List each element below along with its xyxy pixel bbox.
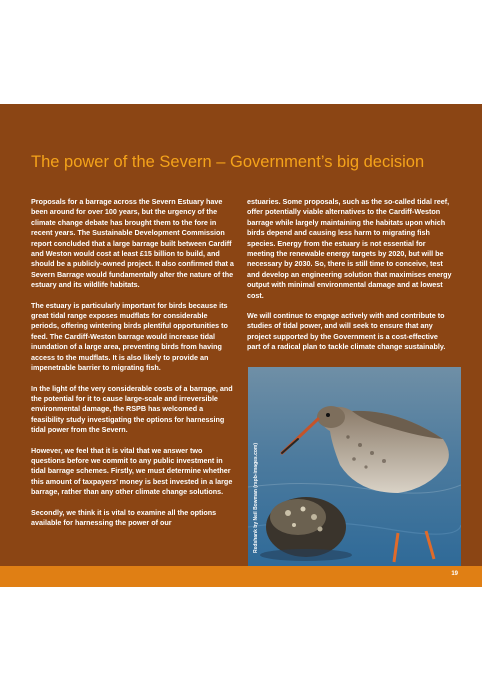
paragraph: Secondly, we think it is vital to examine all the options available for harnessing the power of our bbox=[31, 507, 217, 527]
left-text-column bbox=[31, 197, 236, 538]
footer-band bbox=[0, 566, 482, 587]
paragraph: In the light of the very considerable costs of a barrage, and the potential for it to cause large-scale and irreversible environmental damage, the RSPB has welcomed a feasibility study investigating the options for harnessing tidal power from the Severn. bbox=[31, 383, 233, 435]
photo-credit: Redshank by Neil Bowman (rspb-images.com) bbox=[253, 442, 259, 553]
page-number: 19 bbox=[451, 571, 458, 577]
paragraph: However, we feel that it is vital that we answer two questions before we commit to any public investment in tidal barrage schemes. Firstly, we must determine whether this amount of taxpayers’ money is best invested in a large barrage, rather than any other climate change solutions. bbox=[31, 445, 233, 497]
paragraph: estuaries. Some proposals, such as the so-called tidal reef, offer potentially viable alternatives to the Cardiff-Weston barrage while largely maintaining the habitats upon which birds depend and causing less harm to migrating fish species. Energy from the estuary is not essential for meeting the renewable energy targets by 2020, but will be necessary by 2030. So, there is still time to conceive, test and develop an engineering solution that maximises energy output with minimal environmental damage and at lowest cost. bbox=[247, 197, 452, 300]
paragraph: Proposals for a barrage across the Severn Estuary have been around for over 100 years, but the urgency of the climate change debate has brought them to the fore in recent years. The Sustainable Development Commission report concluded that a large barrage built between Cardiff and Weston would cost at least £15 billion to build, and should be a publicly-owned project. It also confirmed that a Severn Barrage would fundamentally alter the nature of the estuary and its wildlife habitats. bbox=[31, 197, 234, 290]
redshank-photo bbox=[248, 367, 461, 566]
right-text-column bbox=[247, 197, 452, 363]
paragraph: We will continue to engage actively with and contribute to studies of tidal power, and will seek to ensure that any project supported by the Government is a cost-effective part of a radical plan to tackle climate change sustainably. bbox=[247, 311, 446, 352]
page-title: The power of the Severn – Government’s big decision bbox=[31, 153, 425, 171]
redshank-illustration bbox=[248, 367, 461, 566]
paragraph: The estuary is particularly important for birds because its great tidal range exposes mudflats for considerable periods, offering wintering birds plentiful opportunities to feed. The Cardiff-Weston barrage would increase tidal inundation of a large area, preventing birds from having access to the mudflats. It is also likely to provide an impenetrable barrier to migrating fish. bbox=[31, 300, 228, 373]
